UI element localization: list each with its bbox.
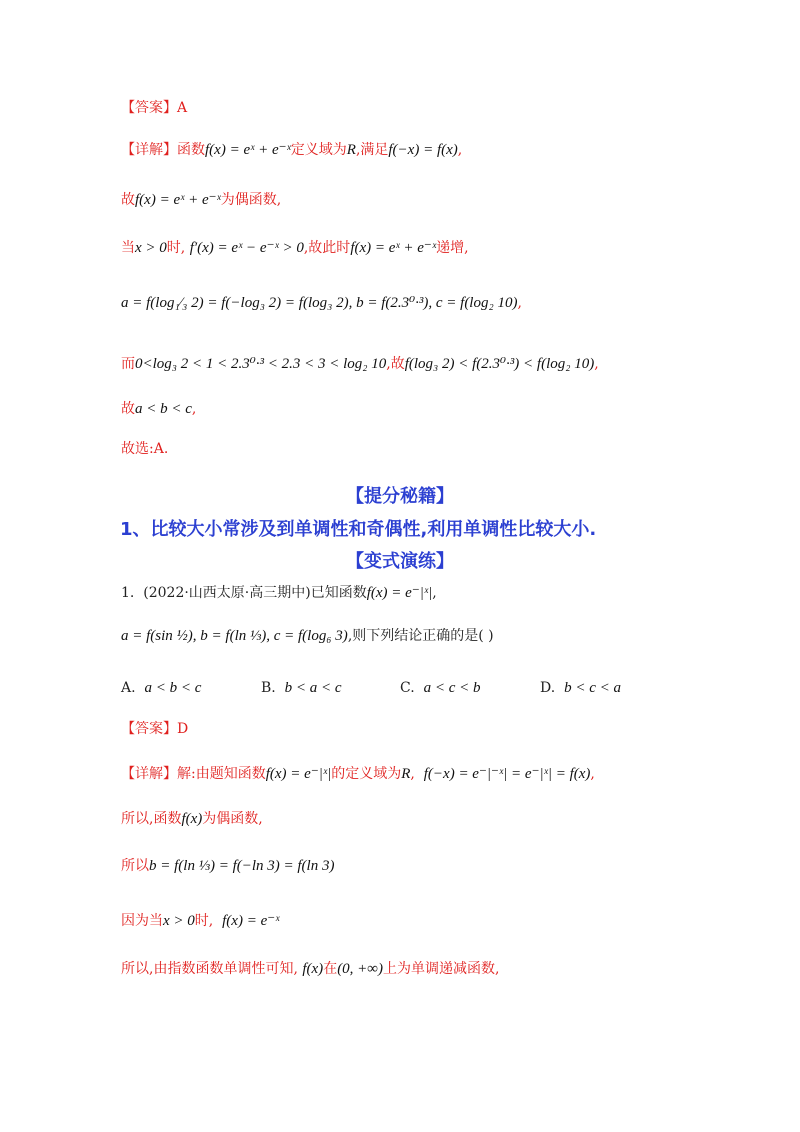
detail2-line-2 bbox=[121, 812, 263, 827]
formula: x > 0 bbox=[135, 240, 167, 256]
formula: f′(x) = eˣ − e⁻ˣ > 0 bbox=[189, 240, 304, 256]
detail-text: , bbox=[594, 356, 599, 372]
question-number: 1. bbox=[121, 585, 135, 601]
detail-text: ,故此时 bbox=[303, 240, 351, 256]
formula: R bbox=[346, 142, 356, 158]
formula: 0<log₃ 2 < 1 < 2.3⁰·³ < 2.3 < 3 < log₂ 10 bbox=[135, 356, 387, 372]
formula: a < b < c bbox=[135, 401, 192, 417]
detail-text: 时, bbox=[166, 240, 186, 256]
detail-text: , bbox=[590, 766, 595, 782]
formula: x > 0 bbox=[163, 913, 195, 929]
formula: (0, +∞) bbox=[337, 961, 383, 977]
formula: f(−x) = e⁻|⁻ˣ| = e⁻|ˣ| = f(x) bbox=[423, 766, 591, 782]
formula: f(x) = e⁻|ˣ| bbox=[265, 766, 332, 782]
answer-line-1 bbox=[121, 101, 187, 115]
detail-text: 所以,由指数函数单调性可知, bbox=[121, 961, 298, 977]
detail-text: 故 bbox=[121, 192, 135, 208]
detail-text: , bbox=[191, 401, 197, 417]
option-text: b < c < a bbox=[564, 680, 621, 696]
formula: R bbox=[401, 766, 411, 782]
formula: f(log₃ 2) < f(2.3⁰·³) < f(log₂ 10) bbox=[404, 356, 595, 372]
answer-value: D bbox=[177, 721, 189, 737]
detail2-line-4 bbox=[121, 914, 279, 929]
detail-text: 为偶函数, bbox=[220, 192, 282, 208]
question-text: 已知函数 bbox=[310, 585, 367, 601]
detail-text: 故 bbox=[121, 401, 135, 417]
formula: f(x) = e⁻|ˣ| bbox=[366, 585, 433, 601]
detail-line-5 bbox=[121, 357, 599, 372]
question-stem-1 bbox=[121, 586, 437, 601]
tip-heading: 1、比较大小常涉及到单调性和奇偶性,利用单调性比较大小. bbox=[120, 519, 597, 540]
detail-text: ,故 bbox=[386, 356, 405, 372]
detail-label: 【详解】 bbox=[121, 766, 177, 782]
detail-text: 当 bbox=[121, 240, 135, 256]
detail-line-4 bbox=[121, 296, 522, 311]
option-letter: A. bbox=[121, 680, 136, 696]
option-a bbox=[121, 680, 201, 697]
formula: f(−x) = f(x) bbox=[388, 142, 458, 158]
detail-text: , bbox=[517, 295, 522, 311]
answer-line-2 bbox=[121, 722, 188, 736]
option-text: a < c < b bbox=[423, 680, 481, 696]
formula: f(x) = eˣ + e⁻ˣ bbox=[350, 240, 437, 256]
detail2-line-1 bbox=[121, 767, 595, 782]
answer-value: A bbox=[177, 100, 188, 116]
formula: a = f(sin ½), b = f(ln ⅓), c = f(log₆ 3) bbox=[121, 628, 348, 644]
formula: f(x) = e⁻ˣ bbox=[222, 913, 280, 929]
option-text: a < b < c bbox=[144, 680, 202, 696]
question-stem-2 bbox=[121, 629, 494, 644]
formula: a = f(log₁⁄₃ 2) = f(−log₃ 2) = f(log₃ 2), b = f(2.3⁰·³), c = f(log₂ 10) bbox=[121, 295, 518, 311]
detail-text: 所以 bbox=[121, 858, 149, 874]
detail-line-3 bbox=[121, 241, 469, 256]
detail-line-2 bbox=[121, 193, 281, 208]
detail-text: , bbox=[410, 766, 415, 782]
option-d bbox=[540, 680, 621, 697]
detail2-line-5 bbox=[121, 962, 499, 977]
formula: f(x) = eˣ + e⁻ˣ bbox=[205, 142, 291, 158]
option-text: b < a < c bbox=[284, 680, 342, 696]
exercise-title: 【变式演练】 bbox=[346, 551, 454, 572]
detail-text: 所以,函数 bbox=[121, 811, 182, 827]
detail-text: 时, bbox=[194, 913, 214, 929]
option-letter: C. bbox=[400, 680, 415, 696]
detail-text: 为偶函数, bbox=[202, 811, 263, 827]
detail2-line-3 bbox=[121, 859, 334, 874]
option-c bbox=[400, 680, 480, 697]
detail-line-6 bbox=[121, 402, 196, 417]
question-text: ,则下列结论正确的是( ) bbox=[347, 628, 494, 644]
detail-text: 上为单调递减函数, bbox=[383, 961, 500, 977]
option-b bbox=[261, 680, 342, 697]
option-letter: B. bbox=[261, 680, 276, 696]
detail-text: 递增, bbox=[436, 240, 469, 256]
detail-text: 解:由题知函数 bbox=[177, 766, 266, 782]
detail-text: , bbox=[457, 142, 463, 158]
detail-text: 因为当 bbox=[121, 913, 163, 929]
detail-text: 在 bbox=[323, 961, 338, 977]
formula: b = f(ln ⅓) = f(−ln 3) = f(ln 3) bbox=[149, 858, 335, 874]
detail-line-1 bbox=[121, 143, 462, 158]
detail-text: 的定义域为 bbox=[331, 766, 402, 782]
detail-text: 而 bbox=[121, 356, 135, 372]
answer-label: 【答案】 bbox=[121, 721, 177, 737]
question-source: (2022·山西太原·高三期中) bbox=[143, 585, 311, 601]
option-letter: D. bbox=[540, 680, 556, 696]
secret-title: 【提分秘籍】 bbox=[346, 486, 454, 507]
formula: f(x) bbox=[302, 961, 324, 977]
question-text: , bbox=[432, 585, 437, 601]
detail-text: 函数 bbox=[177, 142, 205, 158]
detail-line-7: 故选:A. bbox=[121, 441, 169, 457]
answer-label: 【答案】 bbox=[121, 100, 177, 116]
detail-text: 定义域为 bbox=[290, 142, 347, 158]
detail-text: ,满足 bbox=[355, 142, 389, 158]
formula: f(x) bbox=[181, 811, 203, 827]
formula: f(x) = eˣ + e⁻ˣ bbox=[135, 192, 221, 208]
detail-label: 【详解】 bbox=[121, 142, 177, 158]
